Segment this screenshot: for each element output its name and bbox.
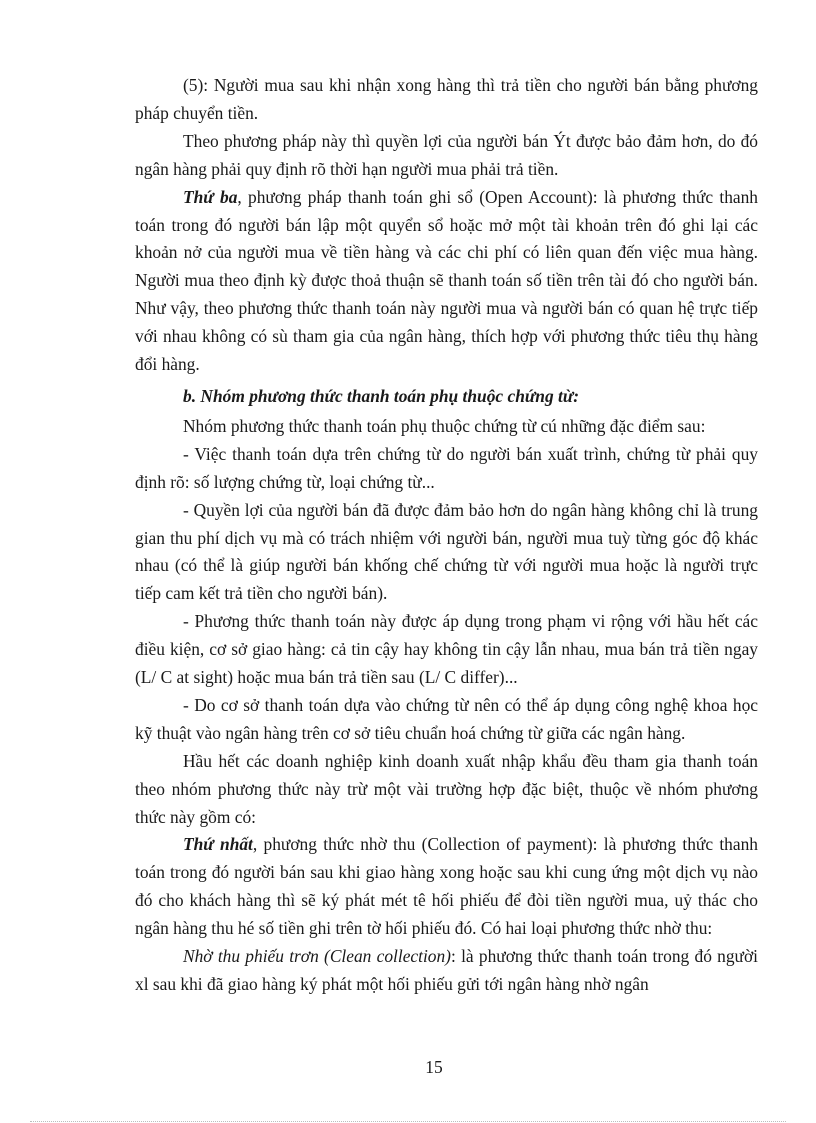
open-account-text: , phương pháp thanh toán ghi sổ (Open Account): là phương thức thanh toán trong đó người bán lập một quyển sổ hoặc mở một tài khoản trên đó ghi lại các khoản nở của người mua về tiền hàng và các chi phí có liên quan đến việc mua hàng. Người mua theo định kỳ được thoả thuận sẽ thanh toán số tiền trên tài đó cho người bán. Như vậy, theo phương thức thanh toán này người mua và người bán có quan hệ trực tiếp với nhau không có sù tham gia của ngân hàng, thích hợp với phương thức tiêu thụ hàng đổi hàng. [135,186,759,375]
section-heading-b: b. Nhóm phương thức thanh toán phụ thuộc chứng từ: [183,385,580,406]
paragraph-enterprises: Hầu hết các doanh nghiệp kinh doanh xuất nhập khẩu đều tham gia thanh toán theo nhóm phương thức này trừ một vài trường hợp đặc biệt, thuộc về nhóm phương thức này gồm có: [135,750,758,827]
lead-thu-ba: Thứ ba [183,186,238,207]
collection-text: , phương thức nhờ thu (Collection of payment): là phương thức thanh toán trong đó người bán sau khi giao hàng xong hoặc sau khi cung ứng một dịch vụ nào đó cho khách hàng thì sẽ ký phát mét tê hối phiếu để đòi tiền người mua, uỷ thác cho ngân hàng thu hé số tiền ghi trên tờ hối phiếu đó. Có hai loại phương thức nhờ thu: [135,834,758,939]
page-bottom-border [30,1121,786,1122]
paragraph-seller-rights: Theo phương pháp này thì quyền lợi của người bán Ýt được bảo đảm hơn, do đó ngân hàng phải quy định rõ thời hạn người mua phải trả tiền. [135,130,758,179]
clean-collection-text: : là phương thức thanh toán trong đó người xl sau khi đã giao hàng ký phát một hối phiếu gửi tới ngân hàng nhờ ngân [135,946,758,994]
page-number: 15 [425,1057,443,1077]
paragraph-payment-step-5: (5): Người mua sau khi nhận xong hàng thì trả tiền cho người bán bằng phương pháp chuyển tiền. [135,75,758,123]
paragraph-open-account [135,184,758,379]
paragraph-clean-collection [135,943,758,999]
paragraph-group-features: Nhóm phương thức thanh toán phụ thuộc chứng từ cú những đặc điểm sau: [183,415,706,436]
bullet-documents: - Việc thanh toán dựa trên chứng từ do người bán xuất trình, chứng từ phải quy định rõ: số lượng chứng từ, loại chứng từ... [135,443,758,492]
lead-clean-collection: Nhờ thu phiếu trơn (Clean collection) [183,946,451,967]
bullet-scope: - Phương thức thanh toán này được áp dụng trong phạm vi rộng với hầu hết các điều kiện, cơ sở giao hàng: cả tin cậy hay không tin cậy lẫn nhau, mua bán trả tiền ngay (L/ C at sight) hoặc mua bán trả tiền sau (L/ C differ)... [135,611,758,688]
bullet-seller-protection: - Quyền lợi của người bán đã được đảm bảo hơn do ngân hàng không chỉ là trung gian thu phí dịch vụ mà có trách nhiệm với người bán, người mua tuỳ từng góc độ khác nhau (có thể là giúp người bán khống chế chứng từ với người mua hoặc là người trực tiếp cam kết trả tiền cho người bán). [135,499,758,604]
paragraph-collection [135,831,758,943]
lead-thu-nhat: Thứ nhất [183,834,253,855]
bullet-technology: - Do cơ sở thanh toán dựa vào chứng từ nên có thể áp dụng công nghệ khoa học kỹ thuật vào ngân hàng trên cơ sở tiêu chuẩn hoá chứng từ giữa các ngân hàng. [135,694,758,743]
